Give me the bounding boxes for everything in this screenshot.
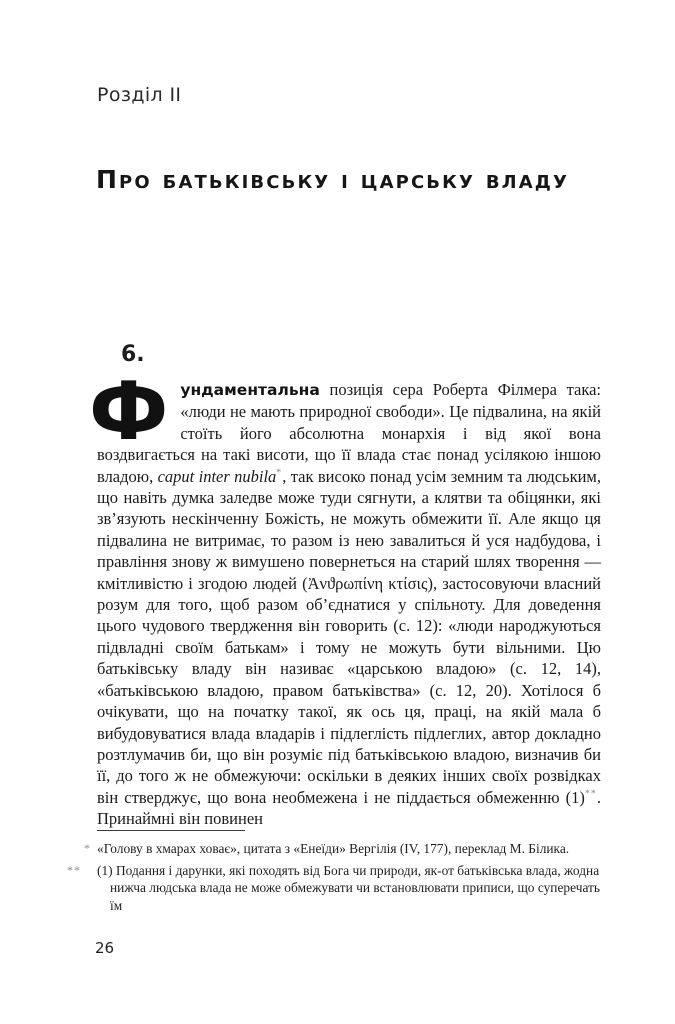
footnote-2-text: (1) Подання і дарунки, які походять від Бога чи природи, як-от батьківська влада, жодна нижча людська влада не може обмежувати чи встановлювати приписи, що суперечать їм [97,862,601,913]
footnote-2 [67,862,613,915]
page-number: 26 [95,939,115,957]
footnote-rule [97,830,245,831]
footnote-block [67,830,613,914]
footnote-1-marker: * [84,841,91,855]
footnote-1-text: «Голову в хмарах ховає», цитата з «Енеїди» Вергілія (IV, 177), переклад М. Білика. [97,841,570,856]
section-number: 6. [121,342,145,367]
footnote-2-marker: ** [67,862,81,877]
paragraph-text: позиція сера Роберта Філмера така: «люди не мають природної свободи». Це підвалина, на якій стоїть його абсолютна монархія і від якої вона воздвигається на такі висоти, що її влада стає понад усілякою іншою владою, caput inter nubila*, так високо понад усім земним та людським, що навіть думка заледве може туди сягнути, а клятви та обіцянки, які зв’язують нескінченну Божість, не можуть обмежити її. Але якщо ця підвалина не витримає, то разом із нею завалиться й уся надбудова, і правління знову ж вимушено повернеться на старий шлях творення — кмітливістю і згодою людей (Ἀνϑρωπίνη κτίσις), застосовуючи власний розум для того, щоб разом об’єднатися у спільноту. Для доведення цього чудового твердження він говорить (с. 12): «люди народжуються підвладні своїм батькам» і тому не можуть бути вільними. Цю батьківську владу він називає «царською владою» (с. 12, 14), «батьківською владою, правом батьківства» (с. 12, 20). Хотілося б очікувати, що на початку такої, як ось ця, праці, на якій мала б вибудовуватися влада владарів і підлеглість підлеглих, автор докладно розтлумачив би, що він розуміє під батьківською владою, визначив би її, до того ж не обмежуючи: оскільки в деяких інших своїх розвідках він стверджує, що вона необмежена і не піддається обмеженню (1)**. Принаймні він повинен [97,380,601,829]
paragraph [89,365,601,830]
footnote-1 [84,840,613,858]
dropcap-letter: Ф [89,365,169,458]
lead-word: ундаментальна [180,381,320,399]
chapter-label: Розділ II [97,84,182,106]
chapter-title: Про батьківську і царську владу [96,165,569,194]
